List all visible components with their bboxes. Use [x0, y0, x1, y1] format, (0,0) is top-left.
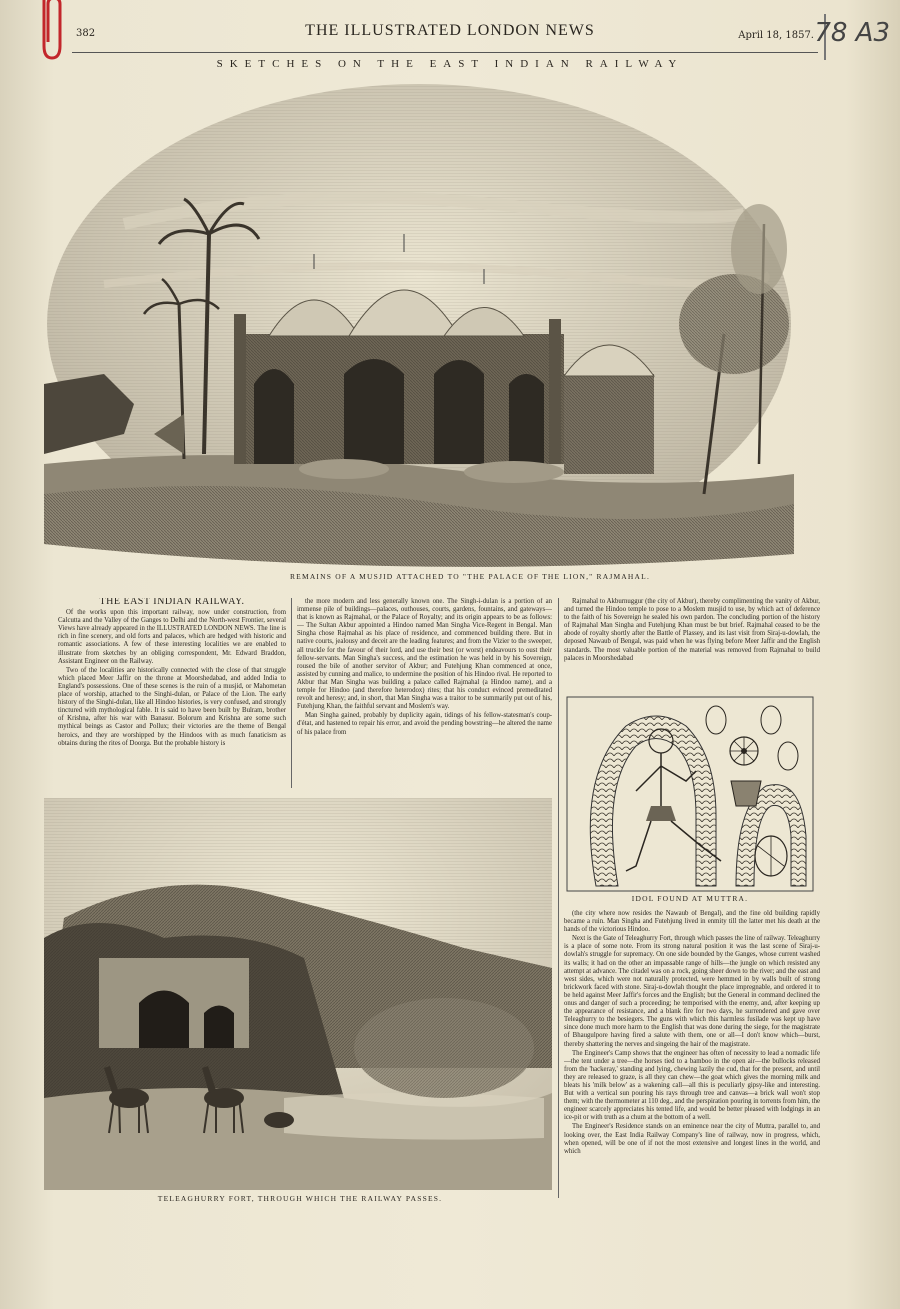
- fort-caption: TELEAGHURRY FORT, THROUGH WHICH THE RAILWAY PASSES.: [157, 1194, 443, 1203]
- handwritten-mark: 78 A3: [814, 18, 890, 48]
- column-rule: [291, 598, 292, 788]
- idol-engraving: [566, 696, 814, 892]
- article-column-3-top: [564, 598, 820, 690]
- paragraph: Man Singha gained, probably by duplicity again, tidings of his fellow-statesman's coup-d'état, and hastened to repair his error, and avoid the pending bowstring—he altered the name of his palace from: [297, 712, 552, 736]
- article-column-3-bottom: [564, 910, 820, 1200]
- article-title: THE EAST INDIAN RAILWAY.: [99, 598, 245, 607]
- issue-date: April 18, 1857.: [738, 30, 814, 41]
- idol-caption: IDOL FOUND AT MUTTRA.: [631, 894, 749, 903]
- paragraph: Of the works upon this important railway, now under construction, from Calcutta and the Valley of the Ganges to Delhi and the North-west Frontier, several Views have already appeared in the ILLUSTRATED LONDON NEWS. The line is rich in fine scenery, and old forts and palaces, which are hedged with historic and romantic associations. A few of these interesting localities we are enabled to illustrate from sketches by an obliging correspondent, Mr. Edward Braddon, Assistant Engineer on the Railway.: [58, 609, 286, 665]
- fort-engraving: [44, 798, 552, 1190]
- paragraph: (the city where now resides the Nawaub of Bengal), and the fine old building rapidly became a ruin. Man Singha and Futehjung lived in enmity till the latter met his death at the hands of the victorious Hindoo.: [564, 910, 820, 934]
- paragraph: Rajmahal to Akburnuggur (the city of Akbur), thereby complimenting the vanity of Akbur, and turned the Hindoo temple to pose to a Moslem musjid to use, by which act of deference to the faith of his Sovereign he sealed his own pardon. The concluding portion of the history of Rajmahal Man Singha and Futehjung Khan must be but brief. Rajmahal ceased to be the abode of royalty shortly after the Battle of Plassey, and its last visit from Siraj-u-dowlah, the deposed Nawaub of Bengal, was paid when he was flying before Meer Jaffir and the English standards. The most valuable portion of the material was removed from Rajmahal to build palaces in Moorshedabad: [564, 598, 820, 662]
- musjid-engraving: [44, 74, 794, 574]
- masthead: THE ILLUSTRATED LONDON NEWS: [305, 22, 595, 39]
- article-column-2: [297, 598, 552, 790]
- section-heading: SKETCHES ON THE EAST INDIAN RAILWAY: [216, 58, 684, 70]
- paragraph: The Engineer's Camp shows that the engineer has often of necessity to lead a nomadic life—the tent under a tree—the horses tied to a bamboo in the open air—the bullocks released from the 'hackeray,' standing and lying, chewing lazily the cud, that for the present, and until they are released to graze, is all they can chew—the goat which gives the morning milk and bleats his 'milk below' as a wakening call—all this is peculiarly gipsy-like and interesting. But with a vertical sun pouring his rays through tree and canvas—a brick wall won't stop them; with the thermometer at 110 deg., and the perspiration pouring in torrents from him, the engineer scarcely appreciates his tented life, and would be better pleased with lodgings in an ice-pit or with truth as a chum at the bottom of a well.: [564, 1049, 820, 1122]
- paragraph: Next is the Gate of Teleaghurry Fort, through which passes the line of railway. Teleaghurry is a place of some note. From its strong natural position it was the last scene of Siraj-u-dowlah's struggle for supremacy. On one side bounded by the Ganges, whose current washed its walls; it had on the other an impassable range of hills—the jungle on which resisted any attempt at advance. The citadel was on a rock, going sheer down to the river; and the east and west sides, which were not naturally protected, were hemmed in by walls built of strong brickwork faced with stone. Siraj-u-dowlah thought the place impregnable, and ordered it to be held against Meer Jaffir's forces and the English; but the General in command declined the onus and danger of such a proceeding; he temporised with the enemy, and, after keeping up the appearance of resistance, and a blank fire for two days, he surrendered and gave over Teleaghurry to the besiegers. The guns with which this harmless fusilade was kept up have since done much more harm to the English that was done during the siege, for the magistrate of Bhaugulpore having fired a salute with them, one or all—I don't know which—burst, thereby shattering the nerves and singeing the hair of the magistrate.: [564, 935, 820, 1048]
- paragraph: The Engineer's Residence stands on an eminence near the city of Muttra, parallel to, and looking over, the East India Railway Company's line of railway, now in progress, which, when opened, will be one of if not the most extensive and longest lines in the world, and which: [564, 1123, 820, 1155]
- article-column-1: [58, 598, 286, 790]
- musjid-caption: REMAINS OF A MUSJID ATTACHED TO "THE PALACE OF THE LION," RAJMAHAL.: [289, 572, 651, 581]
- paragraph: the more modern and less generally known one. The Singh-i-dulan is a portion of an immense pile of buildings—palaces, outhouses, courts, gardens, fountains, and gateways—that is known as Rajmahal, or the Palace of Royalty; and its origin appears to be as follows:— The Sultan Akbur appointed a Hindoo named Man Singha Vice-Regent in Bengal. Man Singha chose Rajmahal as his place of residence, and commenced building there. But in native courts, jealousy and deceit are the leading features; and from the Vizier to the sweeper, all truckle for the favour of their lord, and use their best (or worst) endeavours to oust their fellow-servants. Man Singha's success, and the estimation he was held in by his Sovereign, roused the bile of another servitor of Akbur; and Futehjung Khan commenced at once, assisted by cunning and malice, to undermine the position of his Hindoo rival. He reported to Akbur that Man Singha was building a palace called Rajmahal (a Hindoo name), and a temple for Hindoo (and therefore heterodox) rites; that his conduct evinced premeditated revolt and heresy; and, in short, that Man Singha was a traitor to be summarily put out of his, Futehjung Khan, the faithful servant and Moslem's way.: [297, 598, 552, 711]
- page-number: 382: [76, 28, 96, 39]
- paragraph: Two of the localities are historically connected with the close of that struggle which placed Meer Jaffir on the throne at Moorshedabad, and added India to England's possessions. One of these scenes is the ruin of a musjid, or Mahometan place of worship, attached to the Singhi-dulan, or Palace of the Lion. The early history of the Singhi-dulan, like all Hindoo histories, is very confused, and strongly tinctured with mythological fable. It is said to have been built by Bulram, brother of Krishna, after his war with Banasur. Bolorum and Krishna are some such mythical beings as Castor and Pollux; their victories are the theme of Bengal heroics, and they are worshipped by the Hindoos with as much fanaticism as obtains during the rites of Doorga. But the probable history is: [58, 666, 286, 747]
- column-rule: [558, 598, 559, 1198]
